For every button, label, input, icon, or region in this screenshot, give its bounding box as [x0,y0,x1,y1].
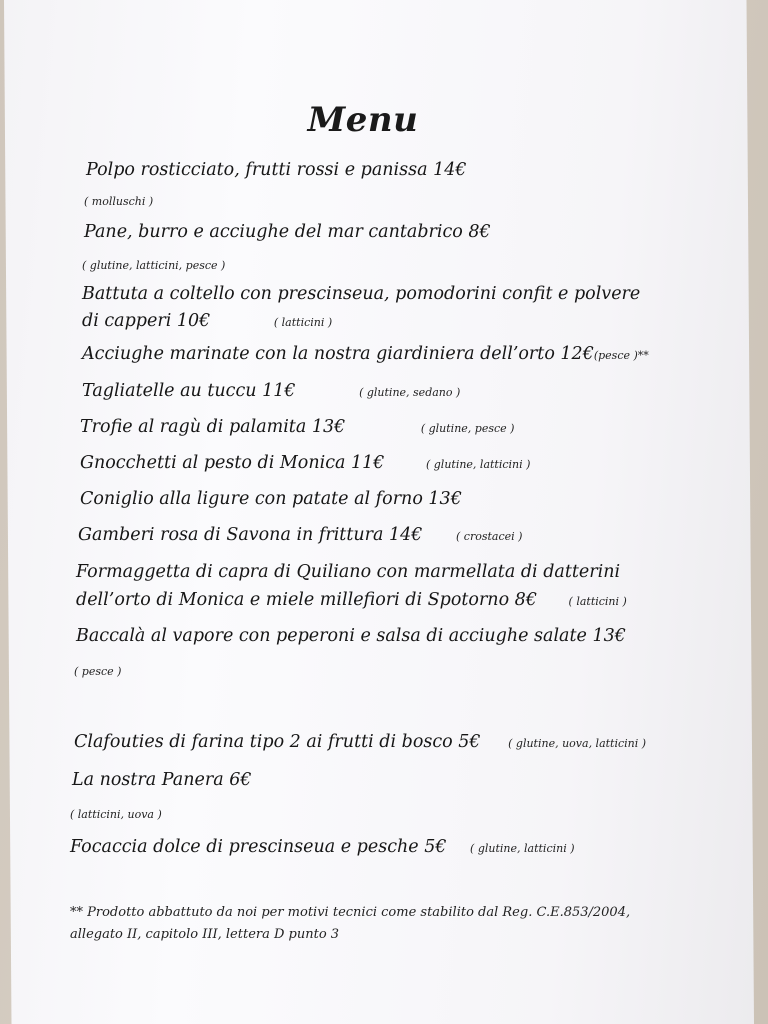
menu-item [82,381,460,401]
menu-item-text: Formaggetta di capra di Quiliano con marmellata di datterini [76,562,621,582]
menu-item-text: Acciughe marinate con la nostra giardiniera dell’orto 12€ [82,344,594,364]
menu-item-text: Focaccia dolce di prescinseua e pesche 5€ [70,837,447,857]
menu-item-text: dell’orto di Monica e miele millefiori di Spotorno 8€ [76,590,537,610]
menu-item [76,626,626,646]
menu-item-text: Clafouties di farina tipo 2 ai frutti di bosco 5€ [74,732,481,752]
allergen-note: ( latticini ) [273,316,333,329]
menu-item [76,562,620,582]
menu-item-text: Battuta a coltello con prescinseua, pomodorini confit e polvere [82,284,641,304]
menu-item-text: di capperi 10€ [82,311,211,331]
menu-item [76,590,627,610]
menu-item [80,453,530,473]
menu-item-text: Pane, burro e acciughe del mar cantabrico 8€ [84,222,491,242]
footnote [70,902,630,946]
allergen-note: ( glutine, pesce ) [420,422,515,435]
allergen-note: ( glutine, latticini ) [425,458,531,471]
menu-item [82,284,640,304]
menu-item [70,837,575,857]
menu-title: Menu [307,100,419,140]
allergen-note: ( latticini, uova ) [70,808,162,821]
menu-item-text: Coniglio alla ligure con patate al forno 13€ [80,489,462,509]
allergen-note: ( latticini ) [568,595,627,608]
allergen-note: ( pesce ) [74,665,122,678]
menu-item [84,222,491,242]
allergen-note: ( glutine, latticini ) [470,842,575,855]
allergen-note: ( glutine, sedano ) [359,386,461,399]
menu-item [80,489,462,509]
menu-item [82,344,649,364]
footnote-line: ** Prodotto abbattuto da noi per motivi tecnici come stabilito dal Reg. C.E.853/2004, [70,905,631,920]
allergen-note: ( crostacei ) [456,530,523,543]
menu-paper [4,0,754,1024]
menu-item [80,417,514,437]
menu-item [74,732,646,752]
menu-item [78,525,522,545]
menu-item-text: Gnocchetti al pesto di Monica 11€ [80,453,385,473]
menu-item-text: Gamberi rosa di Savona in frittura 14€ [78,525,423,545]
allergen-note: ( glutine, uova, latticini ) [508,737,647,750]
menu-item-text: Polpo rosticciato, frutti rossi e panissa 14€ [86,160,467,180]
allergen-note: ( molluschi ) [84,195,154,208]
menu-item-text: Baccalà al vapore con peperoni e salsa di acciughe salate 13€ [76,626,626,646]
menu-item-text: Tagliatelle au tuccu 11€ [82,381,296,401]
allergen-note: ( glutine, latticini, pesce ) [82,259,226,272]
allergen-note: (pesce )** [593,349,649,362]
menu-item-text: Trofie al ragù di palamita 13€ [80,417,346,437]
footnote-line: allegato II, capitolo III, lettera D punto 3 [70,927,340,942]
menu-item [72,770,251,790]
menu-item-text: La nostra Panera 6€ [72,770,252,790]
menu-item [82,311,332,331]
menu-item [86,160,466,180]
